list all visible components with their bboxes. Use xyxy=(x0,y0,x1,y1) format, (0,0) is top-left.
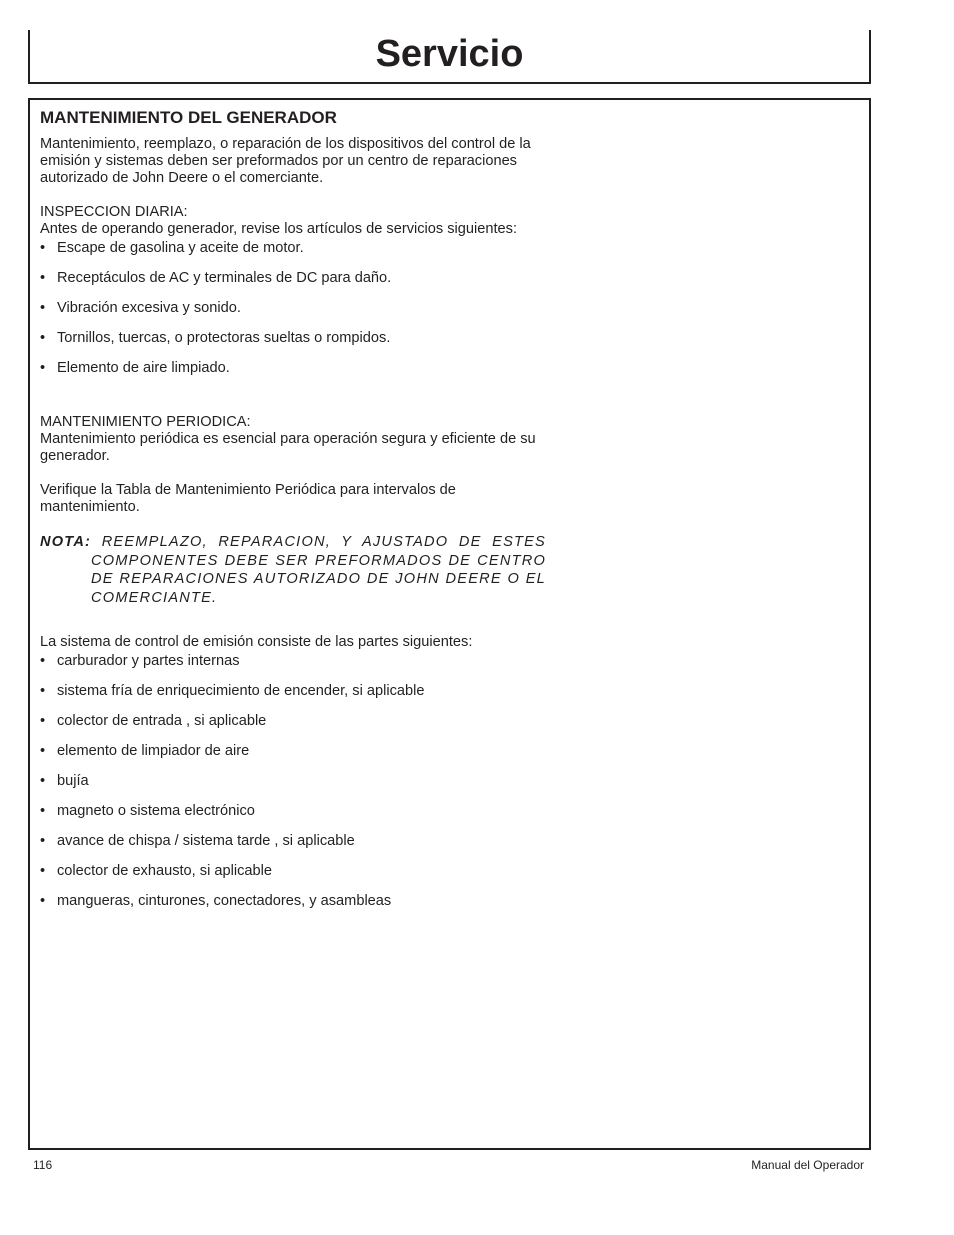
list-item xyxy=(40,713,546,730)
title-box xyxy=(28,30,871,84)
emission-parts-list xyxy=(40,653,546,910)
list-item xyxy=(40,300,546,317)
list-item-text: Receptáculos de AC y terminales de DC para daño. xyxy=(57,270,392,286)
list-item xyxy=(40,773,546,790)
periodic-table-reference: Verifique la Tabla de Mantenimiento Periódica para intervalos de mantenimiento. xyxy=(40,482,456,515)
bullet-icon: • xyxy=(40,240,46,256)
bullet-icon: • xyxy=(40,360,46,376)
intro-paragraph: Mantenimiento, reemplazo, o reparación de los dispositivos del control de la emisión y sistemas deben ser preformados por un centro de reparaciones autorizado de John Deere o el comerciante. xyxy=(40,136,531,186)
list-item xyxy=(40,803,546,820)
note-text: REEMPLAZO, REPARACION, Y AJUSTADO DE ESTES COMPONENTES DEBE SER PREFORMADOS DE CENTRO DE REPARACIONES AUTORIZADO DE JOHN DEERE O EL COMERCIANTE. xyxy=(91,534,546,606)
daily-inspection-label: INSPECCION DIARIA: xyxy=(40,204,188,220)
page-title: Servicio xyxy=(375,33,524,75)
list-item-text: bujía xyxy=(57,773,89,789)
bullet-icon: • xyxy=(40,863,46,879)
bullet-icon: • xyxy=(40,683,46,699)
list-item-text: Elemento de aire limpiado. xyxy=(57,360,230,376)
list-item-text: Tornillos, tuercas, o protectoras sueltas o rompidos. xyxy=(57,330,391,346)
bullet-icon: • xyxy=(40,713,46,729)
list-item xyxy=(40,863,546,880)
list-item-text: colector de entrada , si aplicable xyxy=(57,713,267,729)
list-item xyxy=(40,330,546,347)
daily-inspection-list xyxy=(40,240,546,377)
bullet-icon: • xyxy=(40,833,46,849)
list-item-text: colector de exhausto, si aplicable xyxy=(57,863,272,879)
periodic-maintenance-text: Mantenimiento periódica es esencial para operación segura y eficiente de su generador. xyxy=(40,431,536,464)
bullet-icon: • xyxy=(40,300,46,316)
note-label: NOTA: xyxy=(40,534,92,550)
bullet-icon: • xyxy=(40,893,46,909)
list-item xyxy=(40,683,546,700)
list-item xyxy=(40,743,546,760)
manual-name: Manual del Operador xyxy=(751,1158,864,1172)
list-item xyxy=(40,893,546,910)
note xyxy=(40,533,546,607)
list-item-text: mangueras, cinturones, conectadores, y asambleas xyxy=(57,893,392,909)
emission-system-intro: La sistema de control de emisión consiste de las partes siguientes: xyxy=(40,634,473,650)
section-heading: MANTENIMIENTO DEL GENERADOR xyxy=(40,108,337,127)
list-item xyxy=(40,653,546,670)
list-item-text: Escape de gasolina y aceite de motor. xyxy=(57,240,304,256)
daily-inspection-text: Antes de operando generador, revise los artículos de servicios siguientes: xyxy=(40,221,518,237)
list-item-text: elemento de limpiador de aire xyxy=(57,743,250,759)
bullet-icon: • xyxy=(40,653,46,669)
list-item-text: Vibración excesiva y sonido. xyxy=(57,300,241,316)
list-item xyxy=(40,360,546,377)
page-number: 116 xyxy=(33,1158,53,1172)
list-item-text: carburador y partes internas xyxy=(57,653,240,669)
periodic-maintenance-label: MANTENIMIENTO PERIODICA: xyxy=(40,414,251,430)
content-column xyxy=(40,108,546,923)
list-item-text: sistema fría de enriquecimiento de encender, si aplicable xyxy=(57,683,425,699)
bullet-icon: • xyxy=(40,773,46,789)
bullet-icon: • xyxy=(40,803,46,819)
content-box xyxy=(28,98,871,1150)
bullet-icon: • xyxy=(40,270,46,286)
bullet-icon: • xyxy=(40,743,46,759)
list-item-text: magneto o sistema electrónico xyxy=(57,803,255,819)
list-item-text: avance de chispa / sistema tarde , si aplicable xyxy=(57,833,355,849)
list-item xyxy=(40,240,546,257)
list-item xyxy=(40,833,546,850)
bullet-icon: • xyxy=(40,330,46,346)
list-item xyxy=(40,270,546,287)
